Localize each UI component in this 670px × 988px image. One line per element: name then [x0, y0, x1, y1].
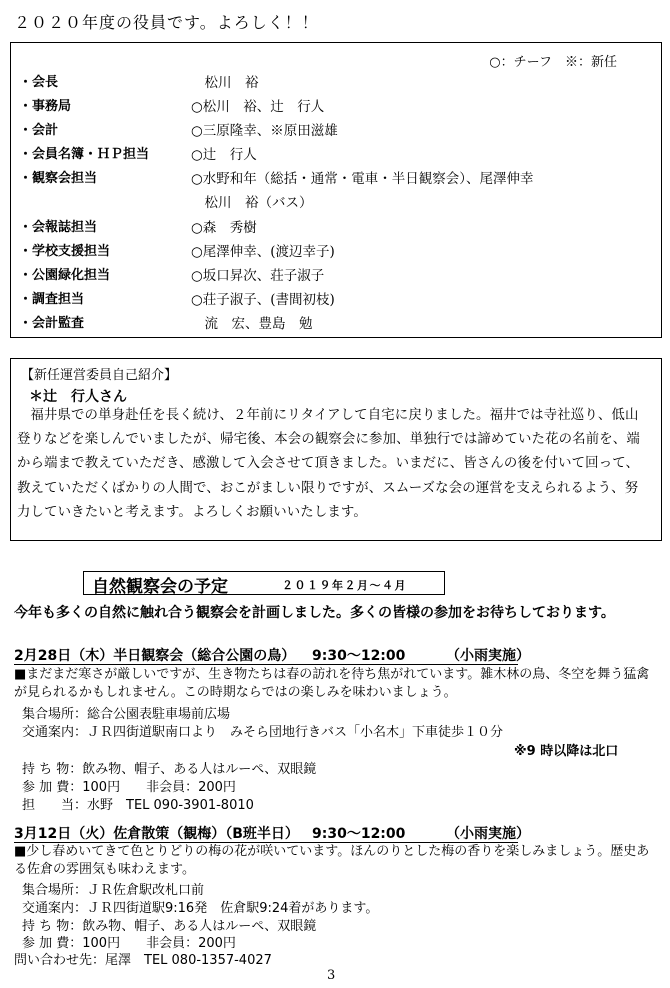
event-rain-policy: （小雨実施） — [446, 648, 530, 664]
officer-row — [11, 312, 661, 336]
officer-names: 流 宏、豊島 勉 — [191, 316, 313, 332]
event-detail: 問い合わせ先：尾澤 TEL 080-1357-4027 — [14, 953, 272, 968]
officer-names: ○辻 行人 — [191, 147, 257, 163]
event-detail: 参 加 費：100円 非会員：200円 — [22, 936, 236, 951]
event-note: ※9 時以降は北口 — [514, 744, 619, 759]
officer-names: ○荘子淑子、(書間初枝) — [191, 292, 335, 308]
event-time: 9:30～12:00 — [312, 826, 406, 842]
event-detail: 集合場所：ＪＲ佐倉駅改札口前 — [22, 883, 205, 898]
officer-role: ・公園緑化担当 — [19, 268, 111, 283]
schedule-title-box — [83, 571, 445, 595]
event-header — [14, 645, 530, 665]
event-time: 9:30～12:00 — [312, 648, 406, 664]
officer-names: ○三原隆幸、※原田滋雄 — [191, 123, 338, 139]
schedule-period: ２０１９年２月～４月 — [282, 579, 407, 592]
self-intro-label: 【新任運営委員自己紹介】 — [21, 368, 178, 383]
page-number: 3 — [327, 968, 336, 983]
officer-names: ○坂口昇次、荘子淑子 — [191, 268, 325, 284]
officer-names: ○尾澤伸幸、(渡辺幸子) — [191, 244, 335, 260]
officer-role: ・学校支援担当 — [19, 244, 111, 259]
officers-legend: ○：チーフ ※：新任 — [489, 55, 617, 70]
self-intro-box — [10, 358, 662, 541]
officer-row — [11, 288, 661, 312]
event-description: ■少し春めいてきて色とりどりの梅の花が咲いています。ほんのりとした梅の香りを楽しみましょう。歴史ある佐倉の雰囲気も味わえます。 — [14, 844, 650, 877]
officer-row — [11, 167, 661, 191]
officer-row — [11, 264, 661, 288]
officer-role: ・観察会担当 — [19, 171, 98, 186]
officer-role: ・会計監査 — [19, 316, 85, 331]
officer-row — [11, 119, 661, 143]
officer-row — [11, 216, 661, 240]
officer-role: ・会計 — [19, 123, 59, 138]
officer-role: ・調査担当 — [19, 292, 85, 307]
schedule-title: 自然観察会の予定 — [92, 577, 228, 597]
officers-box — [10, 42, 662, 338]
officer-row — [11, 240, 661, 264]
event-title: 3月12日（火）佐倉散策（観梅）（B班半日） — [14, 826, 299, 842]
officer-role: ・会員名簿・ＨＰ担当 — [19, 147, 150, 162]
event-detail: 交通案内：ＪＲ四街道駅南口より みそら団地行きバス「小名木」下車徒歩１０分 — [22, 725, 504, 740]
officer-row — [11, 143, 661, 167]
officer-row — [11, 95, 661, 119]
page-heading: ２０２０年度の役員です。よろしく！！ — [14, 13, 319, 32]
event-header — [14, 823, 530, 843]
event-title: 2月28日（木）半日観察会（総合公園の鳥） — [14, 648, 296, 664]
officer-row — [11, 191, 661, 215]
officer-names: ○水野和年（総括・通常・電車・半日観察会）、尾澤伸幸 — [191, 171, 534, 187]
officer-names: 松川 裕（バス） — [191, 195, 313, 211]
self-intro-person: ＊辻 行人さん — [29, 389, 127, 405]
officer-role: ・事務局 — [19, 99, 72, 114]
event-detail: 参 加 費：100円 非会員：200円 — [22, 780, 236, 795]
officer-role: ・会報誌担当 — [19, 220, 98, 235]
event-detail: 持 ち 物：飲み物、帽子、ある人はルーペ、双眼鏡 — [22, 762, 317, 777]
schedule-lead: 今年も多くの自然に触れ合う観察会を計画しました。多くの皆様の参加をお待ちしております。 — [14, 605, 615, 621]
event-description: ■まだまだ寒さが厳しいですが、生き物たちは春の訪れを待ち焦がれています。雑木林の鳥、冬空を舞う猛禽が見られるかもしれません。この時期ならではの楽しみを味わいましょう。 — [14, 667, 650, 700]
officer-role: ・会長 — [19, 75, 59, 90]
officer-names: ○松川 裕、辻 行人 — [191, 99, 325, 115]
event-rain-policy: （小雨実施） — [446, 826, 530, 842]
officer-names: ○森 秀樹 — [191, 220, 257, 236]
event-detail: 集合場所：総合公園表駐車場前広場 — [22, 707, 231, 722]
officer-names: 松川 裕 — [191, 75, 259, 91]
event-detail: 担 当：水野 TEL 090-3901-8010 — [22, 798, 254, 813]
self-intro-body: 福井県での単身赴任を長く続け、２年前にリタイアして自宅に戻りました。福井では寺社巡り、低山登りなどを楽しんでいましたが、帰宅後、本会の観察会に参加、単独行では諦めていた花の名前を、端から端まで教えていただき、感激して入会させて頂きました。いまだに、皆さんの後を付いて回って、教えていただくばかりの人間で、おこがましい限りですが、スムーズな会の運営を支えられるよう、努力していきたいと考えます。よろしくお願いいたします。 — [17, 408, 640, 520]
event-detail: 交通案内：ＪＲ四街道駅9:16発 佐倉駅9:24着があります。 — [22, 901, 379, 916]
event-detail: 持 ち 物：飲み物、帽子、ある人はルーペ、双眼鏡 — [22, 919, 317, 934]
officer-row — [11, 71, 661, 95]
